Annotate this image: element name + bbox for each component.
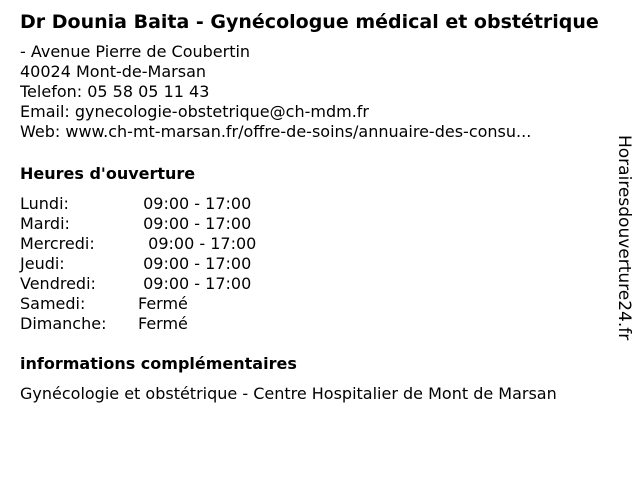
site-watermark: Horairesdouverture24.fr xyxy=(614,135,634,341)
hours-row-sunday xyxy=(20,314,256,334)
hours-day: Samedi: xyxy=(20,294,86,313)
hours-day: Jeudi: xyxy=(20,254,65,273)
hours-day: Dimanche: xyxy=(20,314,107,333)
hours-day: Vendredi: xyxy=(20,274,96,293)
hours-time: 09:00 - 17:00 xyxy=(138,214,252,233)
city-line: 40024 Mont-de-Marsan xyxy=(20,62,207,81)
email-line[interactable]: Email: gynecologie-obstetrique@ch-mdm.fr xyxy=(20,102,369,121)
hours-row-tuesday xyxy=(20,214,256,234)
hours-row-saturday xyxy=(20,294,256,314)
hours-row-monday xyxy=(20,194,256,214)
hours-day: Mercredi: xyxy=(20,234,95,253)
hours-row-friday xyxy=(20,274,256,294)
hours-time: 09:00 - 17:00 xyxy=(138,234,257,253)
web-line[interactable]: Web: www.ch-mt-marsan.fr/offre-de-soins/annuaire-des-consu... xyxy=(20,122,532,141)
hours-time: 09:00 - 17:00 xyxy=(138,254,252,273)
hours-time: 09:00 - 17:00 xyxy=(138,274,252,293)
hours-time: 09:00 - 17:00 xyxy=(138,194,252,213)
contact-block xyxy=(20,42,600,142)
hours-day: Lundi: xyxy=(20,194,69,213)
hours-heading: Heures d'ouverture xyxy=(20,164,196,183)
hours-table xyxy=(20,194,256,334)
page-title: Dr Dounia Baita - Gynécologue médical et obstétrique xyxy=(20,11,599,33)
hours-time: Fermé xyxy=(138,314,188,333)
info-heading: informations complémentaires xyxy=(20,354,297,373)
hours-day: Mardi: xyxy=(20,214,70,233)
hours-row-thursday xyxy=(20,254,256,274)
address-line: - Avenue Pierre de Coubertin xyxy=(20,42,251,61)
info-text: Gynécologie et obstétrique - Centre Hospitalier de Mont de Marsan xyxy=(20,384,557,403)
hours-row-wednesday xyxy=(20,234,256,254)
hours-time: Fermé xyxy=(138,294,188,313)
phone-line[interactable]: Telefon: 05 58 05 11 43 xyxy=(20,82,210,101)
